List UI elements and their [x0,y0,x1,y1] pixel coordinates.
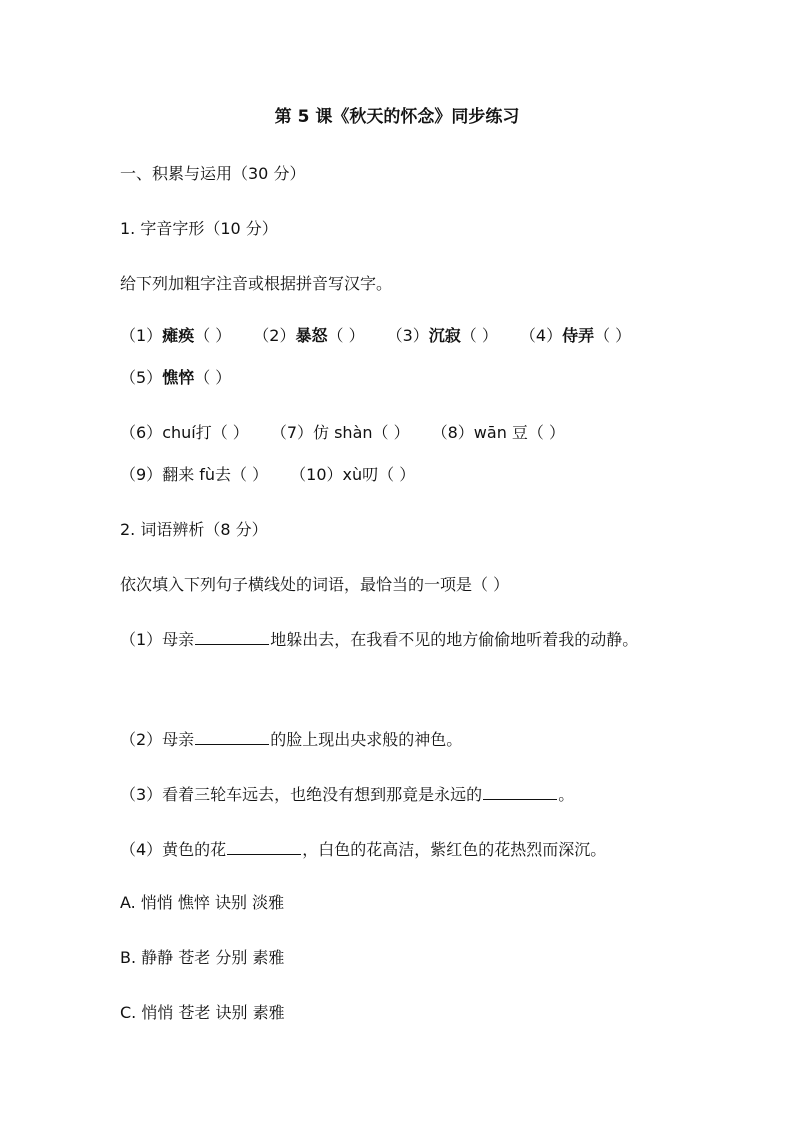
item-number: （1） [120,326,163,345]
sentence-2 [120,726,680,753]
bold-word: 憔悴 [162,368,195,387]
item-6 [120,412,249,454]
option-c: C. 悄悄 苍老 诀别 素雅 [120,1003,285,1022]
answer-blank: （ ） [194,368,232,387]
pinyin-item: 仿 shàn（ ） [313,423,410,442]
sentence-text: 。 [558,785,575,804]
item-1 [120,315,231,357]
sentence-text: （4）黄色的花 [120,840,227,859]
fill-blank [195,626,269,645]
answer-blank: （ ） [594,326,632,345]
sentence-text: ，白色的花高洁，紫红色的花热烈而深沉。 [302,840,607,859]
sentence-text: （3）看着三轮车远去，也绝没有想到那竟是永远的 [120,785,483,804]
fill-blank [195,726,269,745]
item-number: （4） [519,326,563,345]
question-2-instruction: 依次填入下列句子横线处的词语，最恰当的一项是（ ） [120,575,510,594]
item-7 [271,412,410,454]
item-number: （9） [120,465,163,484]
item-number: （7） [270,423,313,442]
fill-blank [227,836,301,855]
item-10 [290,454,415,496]
item-3 [387,315,498,357]
item-number: （10） [290,465,343,484]
item-2 [253,315,364,357]
section-heading: 一、积累与运用（30 分） [120,164,306,183]
item-4 [520,315,631,357]
item-number: （5） [120,368,163,387]
answer-blank: （ ） [327,326,365,345]
item-number: （8） [431,423,474,442]
sentence-text: 地躲出去，在我看不见的地方偷偷地听着我的动静。 [270,630,639,649]
bold-word: 沉寂 [428,326,461,345]
answer-blank: （ ） [460,326,498,345]
item-number: （2） [253,326,296,345]
sentence-3 [120,781,680,808]
sentence-1 [120,619,680,661]
bold-word: 瘫痪 [162,326,195,345]
sentence-text: （1）母亲 [120,630,195,649]
bold-word: 侍弄 [562,326,595,345]
item-5 [120,357,231,399]
sentence-4 [120,836,680,863]
item-number: （6） [120,423,163,442]
item-9 [120,454,268,496]
answer-blank: （ ） [194,326,232,345]
sentence-text: 的脸上现出央求般的神色。 [270,730,463,749]
page-title: 第 5 课《秋天的怀念》同步练习 [274,107,520,127]
pinyin-item: 翻来 fù去（ ） [162,465,269,484]
option-a: A. 悄悄 憔悴 诀别 淡雅 [120,893,285,912]
pinyin-item: xù叨（ ） [342,465,416,484]
pinyin-item: chuí打（ ） [162,423,249,442]
question-1-row-2 [120,412,680,496]
question-1-row-1 [120,315,680,399]
pinyin-item: wān 豆（ ） [473,423,566,442]
question-2-heading: 2. 词语辨析（8 分） [120,520,268,539]
question-1-instruction: 给下列加粗字注音或根据拼音写汉字。 [120,274,393,293]
fill-blank [483,781,557,800]
sentence-text: （2）母亲 [120,730,195,749]
item-8 [432,412,565,454]
question-1-heading: 1. 字音字形（10 分） [120,219,278,238]
bold-word: 暴怒 [295,326,328,345]
option-b: B. 静静 苍老 分别 素雅 [120,948,285,967]
item-number: （3） [386,326,429,345]
